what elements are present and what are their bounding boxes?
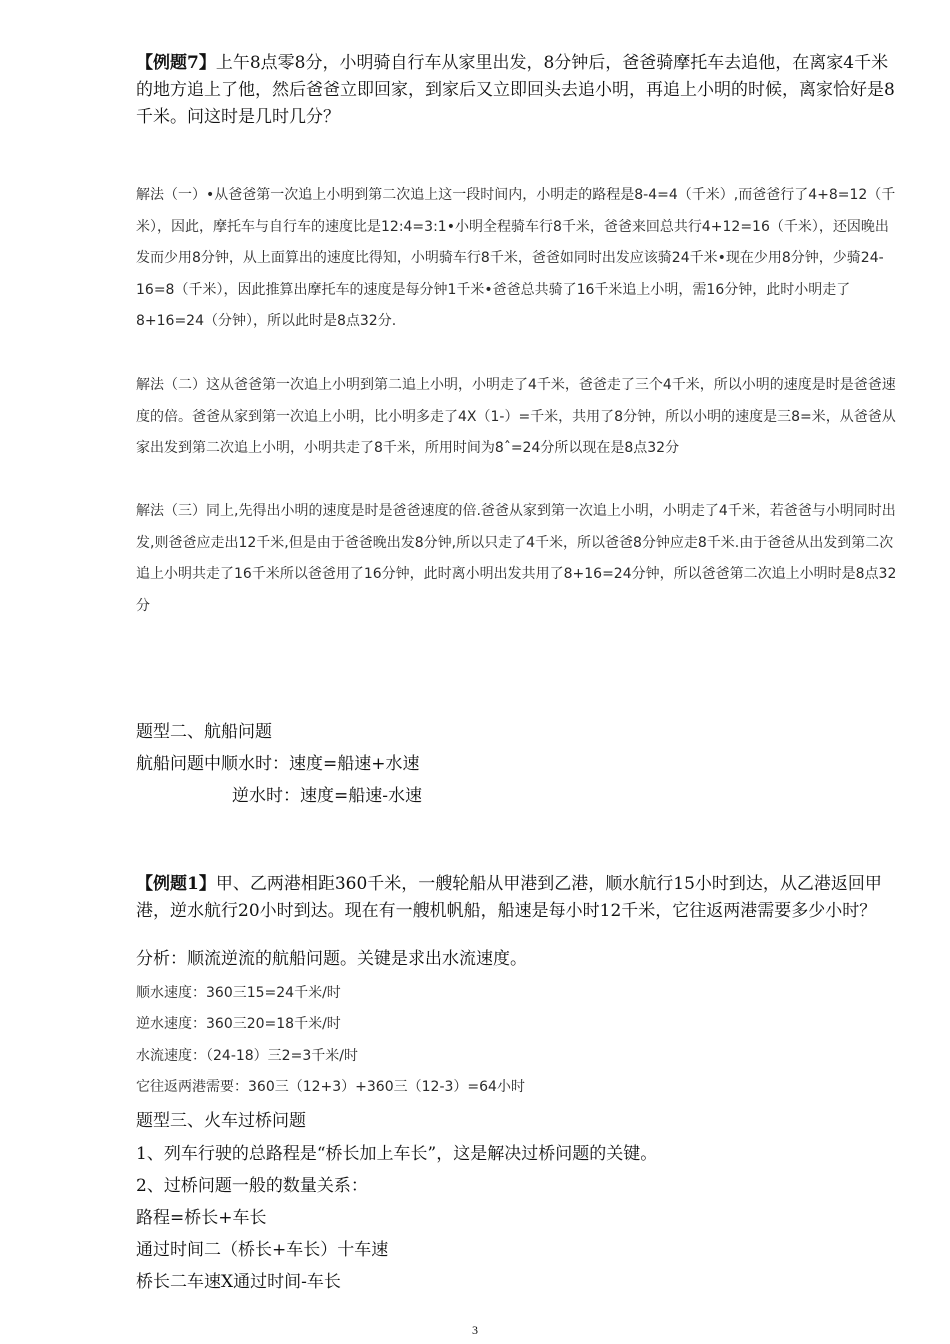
example-1-problem: [136, 871, 896, 925]
example-1-analysis: 分析：顺流逆流的航船问题。关键是求出水流速度。: [136, 949, 527, 969]
solution-1: 解法（一）•从爸爸第一次追上小明到第二次追上这一段时间内，小明走的路程是8-4=4（千米）,而爸爸行了4+8=12（千米），因此，摩托车与自行车的速度比是12:4=3:1•小明全程骑车行8千米，爸爸来回总共行4+12=16（千米），还因晚出发而少用8分钟，从上面算出的速度比得知，小明骑车行8千米，爸爸如同时出发应该骑24千米•现在少用8分钟，少骑24-16=8（千米），因此推算出摩托车的速度是每分钟1千米•爸爸总共骑了16千米追上小明，需16分钟，此时小明走了8+16=24（分钟），所以此时是8点32分.: [136, 187, 896, 329]
section-3-title: 题型三、火车过桥问题: [136, 1111, 306, 1131]
page-number: 3: [472, 1323, 478, 1337]
solution-2: 解法（二）这从爸爸第一次追上小明到第二追上小明，小明走了4千米，爸爸走了三个4千米，所以小明的速度是时是爸爸速度的倍。爸爸从家到第一次追上小明，比小明多走了4X（1-）=千米，共用了8分钟，所以小明的速度是三8=米，从爸爸从家出发到第二次追上小明，小明共走了8千米，所用时间为8ˆ=24分所以现在是8点32分: [136, 377, 896, 456]
example-7-text: 上午8点零8分，小明骑自行车从家里出发，8分钟后，爸爸骑摩托车去追他，在离家4千米的地方追上了他，然后爸爸立即回家，到家后又立即回头去追小明，再追上小明的时候，离家恰好是8千米。问这时是几时几分？: [136, 53, 895, 127]
example-1-text: 甲、乙两港相距360千米，一艘轮船从甲港到乙港，顺水航行15小时到达，从乙港返回甲港，逆水航行20小时到达。现在有一艘机帆船，船速是每小时12千米，它往返两港需要多少小时？: [136, 874, 882, 921]
section-2-line-1: 航船问题中顺水时：速度=船速+水速: [136, 754, 420, 774]
formula-time: 通过时间二（桥长+车长）十车速: [136, 1240, 389, 1260]
calc-current-speed: 水流速度：（24-18）三2=3千米/时: [136, 1048, 358, 1064]
section-2-line-2: 逆水时：速度=船速-水速: [232, 786, 422, 806]
example-7-problem: [136, 50, 896, 131]
section-3-item-1: 1、列车行驶的总路程是“桥长加上车长”，这是解决过桥问题的关键。: [136, 1144, 658, 1164]
example-1-label: 【例题1】: [136, 874, 216, 894]
calc-upstream-speed: 逆水速度：360三20=18千米/时: [136, 1016, 341, 1032]
formula-distance: 路程=桥长+车长: [136, 1208, 267, 1228]
calc-round-trip: 它往返两港需要：360三（12+3）+360三（12-3）=64小时: [136, 1079, 525, 1095]
solution-3: 解法（三）同上,先得出小明的速度是时是爸爸速度的倍.爸爸从家到第一次追上小明，小明走了4千米，若爸爸与小明同时出发,则爸爸应走出12千米,但是由于爸爸晚出发8分钟,所以只走了4千米，所以爸爸8分钟应走8千米.由于爸爸从出发到第二次追上小明共走了16千米所以爸爸用了16分钟，此时离小明出发共用了8+16=24分钟，所以爸爸第二次追上小明时是8点32分: [136, 503, 897, 614]
example-7-label: 【例题7】: [136, 53, 216, 73]
formula-bridge-length: 桥长二车速X通过时间-车长: [136, 1272, 341, 1292]
calc-downstream-speed: 顺水速度：360三15=24千米/时: [136, 985, 341, 1001]
section-2-title: 题型二、航船问题: [136, 722, 272, 742]
section-3-item-2: 2、过桥问题一般的数量关系：: [136, 1176, 368, 1196]
